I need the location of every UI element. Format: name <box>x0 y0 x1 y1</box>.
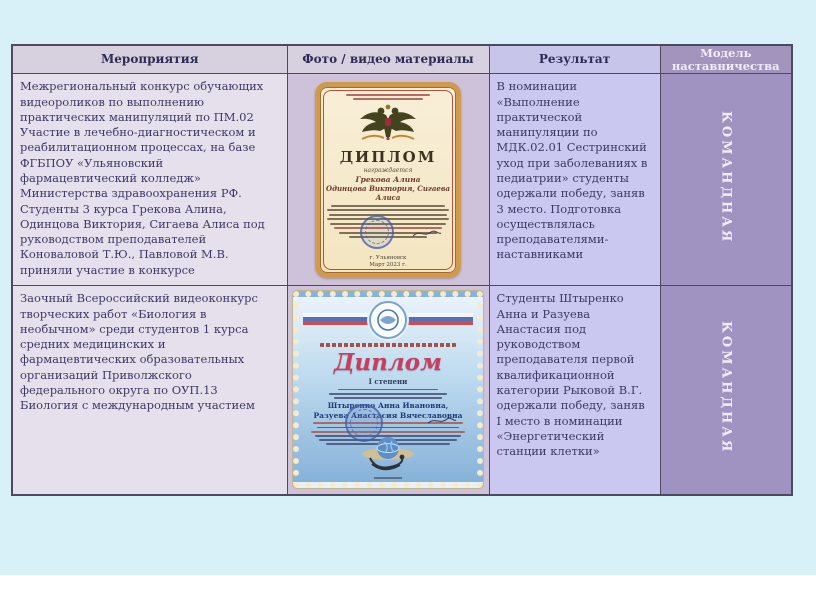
table-row <box>12 74 792 286</box>
result-cell-row2: Студенты Штыренко Анна и Разуева Анастасия под руководством преподавателя первой квалификационной категории Рыковой В.Г. одержали победу, заняв I место в номинации «Энергетический станции клетки» <box>489 286 660 495</box>
result-cell-row1: В номинации «Выполнение практической манипуляции по МДК.02.01 Сестринский уход при заболеваниях в педиатрии» студенты одержали победу, заняв 3 место. Подготовка осуществлялась преподавателями-наставниками <box>489 74 660 286</box>
column-header-photo-video: Фото / видео материалы <box>287 45 489 74</box>
mentorship-events-table <box>11 44 793 496</box>
column-header-events: Мероприятия <box>12 45 287 74</box>
mentorship-model-label: КОМАНДНАЯ <box>718 111 734 245</box>
round-stamp <box>360 215 394 249</box>
event-cell-row1: Межрегиональный конкурс обучающих видеороликов по выполнению практических манипуляций по ПМ.02 Участие в лечебно-диагностическом и реабилитационном процессах, на базе ФГБПОУ «Ульяновский фармацевтический колледж» Министерства здравоохранения РФ. Студенты 3 курса Грекова Алина, Одинцова Виктория, Сигаева Алиса под руководством преподавателей Коноваловой Т.Ю., Павловой М.В. приняли участие в конкурсе <box>12 74 287 286</box>
certificate-awardee-name: Грекова Алина <box>355 174 421 184</box>
micro-text-line <box>353 98 424 100</box>
certificate-awardee-name: Одинцова Виктория, Сигаева Алиса <box>326 183 450 202</box>
model-cell-row1 <box>660 74 792 286</box>
model-cell-row2 <box>660 286 792 495</box>
signature <box>412 229 442 239</box>
column-header-result: Результат <box>489 45 660 74</box>
mentorship-model-label: КОМАНДНАЯ <box>718 321 734 455</box>
certificate-city: г. Ульяновск <box>369 255 407 262</box>
certificate-diploma-row1 <box>315 82 461 278</box>
photo-cell-row1 <box>287 74 489 286</box>
table-row <box>12 286 792 495</box>
organization-caps-line <box>320 343 455 347</box>
certificate-date: Март 2023 г. <box>369 262 407 269</box>
certificate-awardee-name: Штыренко Анна Ивановна, <box>327 401 449 411</box>
certificate-awardee-name: Разуева Анастасия Вячеславовна <box>313 410 463 420</box>
globe-stethoscope-illustration <box>356 434 420 476</box>
round-emblem <box>369 301 407 339</box>
header-row <box>12 45 792 74</box>
double-headed-eagle-emblem <box>356 103 420 143</box>
signature <box>427 416 457 426</box>
certificate-title: Диплом <box>334 349 442 377</box>
column-header-mentorship-model: Модель наставничества <box>660 45 792 74</box>
bottom-white-band <box>0 575 816 593</box>
certificate-diploma-row2 <box>293 291 483 488</box>
micro-text-line <box>346 94 430 96</box>
event-cell-row2: Заочный Всероссийский видеоконкурс творческих работ «Биология в необычном» среди студентов 1 курса средних медицинских и фармацевтических образовательных организаций Приволжского федерального округа по ОУП.13 Биология с международным участием <box>12 286 287 495</box>
certificate-degree: I степени <box>368 377 408 387</box>
certificate-subtitle: награждается <box>363 166 413 174</box>
photo-cell-row2 <box>287 286 489 495</box>
micro-text-line <box>374 477 402 479</box>
certificate-title: ДИПЛОМ <box>339 147 437 166</box>
micro-text-block <box>299 389 477 399</box>
